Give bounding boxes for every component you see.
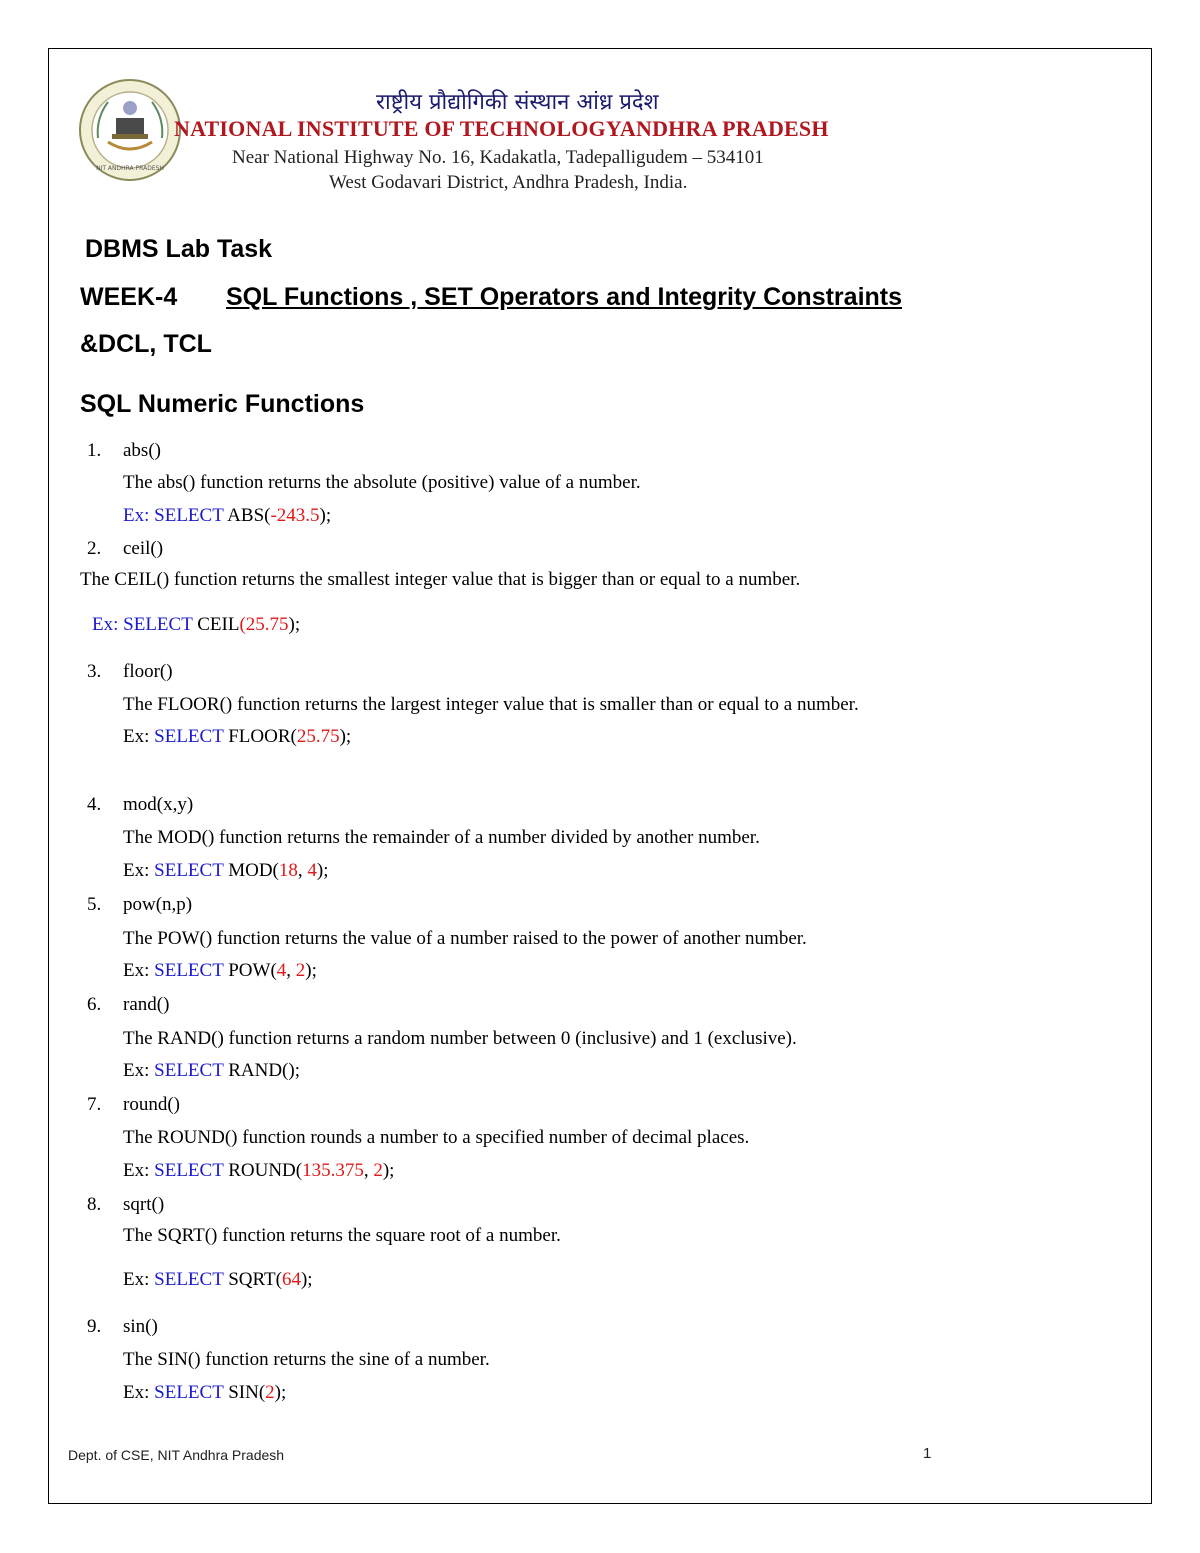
footer-department: Dept. of CSE, NIT Andhra Pradesh [68,1447,285,1463]
sql-example [123,1382,286,1404]
nit-logo-icon [78,78,182,182]
institute-hindi-name: राष्ट्रीय प्रौद्योगिकी संस्थान आंध्र प्रदेश [376,90,659,115]
sql-function: SIN( [223,1382,266,1403]
ex-prefix: Ex: [123,1160,155,1181]
sql-argument: 135.375 [302,1160,364,1181]
function-name: sin() [123,1316,158,1337]
ex-prefix: Ex: [123,505,155,526]
function-name: sqrt() [123,1194,165,1215]
item-number: 2. [87,538,102,559]
sql-example [123,1269,313,1291]
sql-argument: 2 [265,1382,275,1403]
sql-keyword: SELECT [154,860,224,881]
function-name: rand() [123,994,170,1015]
svg-text:NIT ANDHRA PRADESH: NIT ANDHRA PRADESH [96,165,164,172]
sql-argument: 2 [373,1160,383,1181]
sql-argument: 25.75 [296,726,340,747]
sql-argument: (25.75 [239,614,289,635]
item-number: 9. [87,1316,102,1337]
week-label: WEEK-4 [80,283,178,311]
sql-separator: , [297,860,308,881]
sql-example [123,505,331,527]
ex-prefix: Ex: [123,1382,155,1403]
sql-keyword: SELECT [154,505,224,526]
sql-end: ); [339,726,352,747]
function-name: pow(n,p) [123,894,193,915]
function-name: ceil() [123,538,164,559]
institute-name: NATIONAL INSTITUTE OF TECHNOLOGYANDHRA PRADESH [174,116,829,141]
item-number: 4. [87,794,102,815]
sql-example [123,1160,394,1182]
item-number: 6. [87,994,102,1015]
sql-argument: 2 [295,960,306,981]
page-number: 1 [923,1445,932,1462]
sql-example [123,726,351,748]
sql-keyword: SELECT [154,726,224,747]
ex-prefix: Ex: [123,1269,155,1290]
sql-end: ); [319,505,332,526]
section-title: SQL Numeric Functions [80,390,365,418]
sql-argument: 4 [307,860,317,881]
ex-prefix: Ex: [123,860,155,881]
sql-end: ); [274,1382,287,1403]
sql-separator: , [286,960,296,981]
function-name: mod(x,y) [123,794,194,815]
function-description: The FLOOR() function returns the largest integer value that is smaller than or equal to a number. [123,694,859,715]
function-name: round() [123,1094,180,1115]
task-title: DBMS Lab Task [85,235,273,263]
address-line-1: Near National Highway No. 16, Kadakatla, Tadepalligudem – 534101 [232,147,764,168]
function-description: The POW() function returns the value of a number raised to the power of another number. [123,928,807,949]
sql-function: POW( [223,960,277,981]
sql-example [92,614,300,636]
sql-function: SQRT( [223,1269,282,1290]
sql-argument: 64 [281,1269,301,1290]
sql-argument: -243.5 [270,505,320,526]
sql-function: CEIL [192,614,240,635]
sql-function: MOD( [223,860,279,881]
function-description: The MOD() function returns the remainder of a number divided by another number. [123,827,760,848]
sql-keyword: SELECT [154,1060,224,1081]
week-subtitle: &DCL, TCL [80,330,212,358]
sql-function: FLOOR( [223,726,297,747]
ex-prefix: Ex: [123,1060,155,1081]
week-title: SQL Functions , SET Operators and Integrity Constraints [226,283,903,311]
sql-keyword: SELECT [154,1382,224,1403]
sql-keyword: SELECT [154,960,224,981]
item-number: 1. [87,440,102,461]
function-description: The SIN() function returns the sine of a number. [123,1349,490,1370]
sql-keyword: SELECT [154,1160,224,1181]
sql-function: ABS( [223,505,271,526]
sql-argument: 18 [278,860,298,881]
function-description: The ROUND() function rounds a number to a specified number of decimal places. [123,1127,750,1148]
sql-end: ); [288,614,301,635]
sql-end: ); [300,1269,313,1290]
sql-function: ROUND( [223,1160,303,1181]
ex-prefix: Ex: [123,726,155,747]
sql-keyword: SELECT [123,614,193,635]
ex-prefix: Ex: [92,614,124,635]
sql-example [123,860,329,882]
function-description: The RAND() function returns a random number between 0 (inclusive) and 1 (exclusive). [123,1028,797,1049]
sql-argument: 4 [276,960,287,981]
ex-prefix: Ex: [123,960,155,981]
item-number: 8. [87,1194,102,1215]
function-description: The CEIL() function returns the smallest integer value that is bigger than or equal to a number. [80,569,801,590]
sql-end: ); [382,1160,395,1181]
function-description: The SQRT() function returns the square root of a number. [123,1225,561,1246]
item-number: 3. [87,661,102,682]
function-name: abs() [123,440,161,461]
item-number: 5. [87,894,102,915]
function-description: The abs() function returns the absolute (positive) value of a number. [123,472,641,493]
sql-example [123,960,317,982]
sql-function: RAND(); [223,1060,300,1081]
address-line-2: West Godavari District, Andhra Pradesh, India. [329,172,688,193]
sql-end: ); [316,860,329,881]
sql-separator: , [363,1160,374,1181]
sql-keyword: SELECT [154,1269,224,1290]
item-number: 7. [87,1094,102,1115]
function-name: floor() [123,661,173,682]
sql-example [123,1060,300,1082]
sql-end: ); [305,960,317,981]
